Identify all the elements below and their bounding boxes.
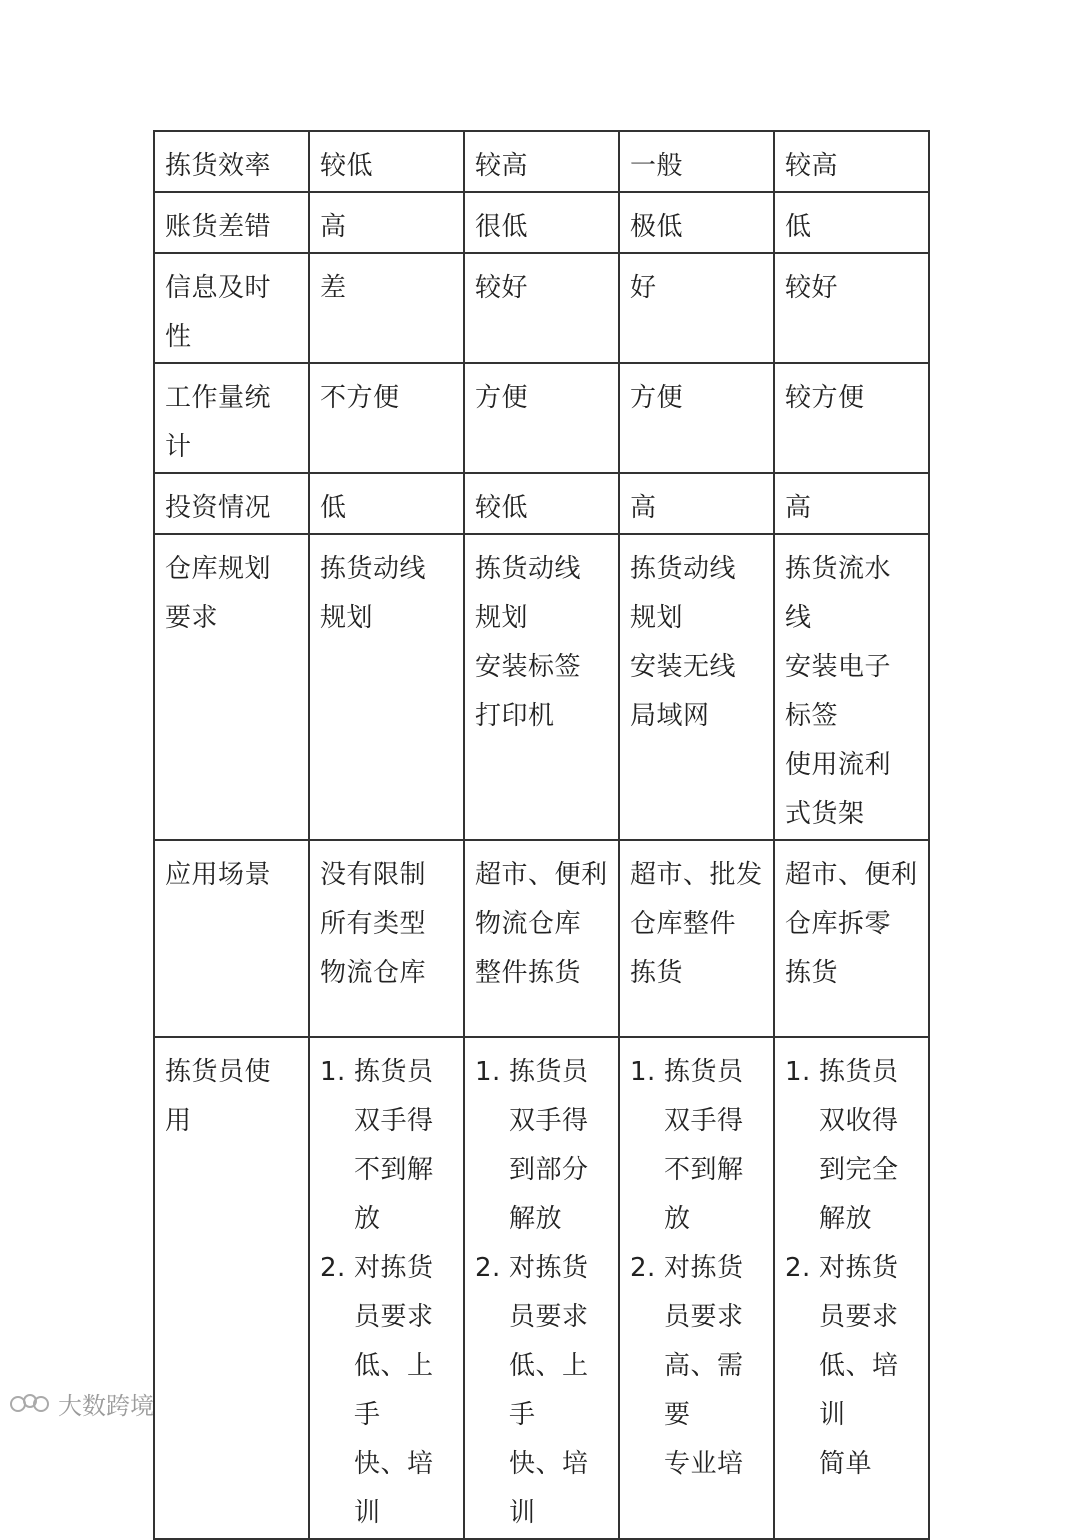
cell-text: 拣货员	[354, 1057, 434, 1087]
cell-text: 到部分	[509, 1155, 589, 1185]
list-number: 2.	[630, 1253, 656, 1283]
row-label	[154, 192, 309, 253]
table-row	[154, 131, 929, 192]
cell-text: 不到解	[664, 1155, 744, 1185]
cell-text: 仓库规划	[165, 554, 272, 584]
table-row	[154, 192, 929, 253]
cell-text: 较好	[475, 273, 529, 303]
row-label	[154, 840, 309, 1037]
cell-text: 没有限制	[320, 860, 427, 890]
table-cell	[774, 131, 929, 192]
cell-text: 双收得	[819, 1106, 899, 1136]
cell-text: 仓库拆零	[785, 909, 892, 939]
cell-text: 较低	[475, 493, 529, 523]
list-number: 2.	[785, 1253, 811, 1283]
table-cell	[774, 253, 929, 363]
cell-text: 双手得	[664, 1106, 744, 1136]
cell-text: 较低	[320, 151, 374, 181]
cell-text: 超市、批发	[630, 860, 763, 890]
table-row	[154, 840, 929, 1037]
table-cell	[619, 192, 774, 253]
cell-text: 使用流利	[785, 750, 892, 780]
cell-text: 放	[354, 1204, 381, 1234]
table-cell	[619, 363, 774, 473]
table-cell	[464, 131, 619, 192]
watermark-text: 大数跨境	[58, 1392, 154, 1420]
table-cell	[774, 840, 929, 1037]
list-number: 2.	[320, 1253, 346, 1283]
list-number: 1.	[630, 1057, 656, 1087]
cell-text: 拣货动线	[475, 554, 582, 584]
table-cell	[774, 1037, 929, 1539]
cell-text: 线	[785, 603, 812, 633]
list-item	[320, 1048, 455, 1244]
cell-text: 性	[165, 322, 192, 352]
table-cell	[464, 473, 619, 534]
table-row	[154, 253, 929, 363]
cell-text: 到完全	[819, 1155, 899, 1185]
cell-text: 低	[320, 493, 347, 523]
comparison-table	[153, 130, 930, 1540]
cell-text: 物流仓库	[320, 958, 427, 988]
cell-text: 方便	[475, 383, 529, 413]
cell-text: 快、培训	[509, 1449, 589, 1528]
cell-text: 对拣货	[509, 1253, 589, 1283]
cell-text: 用	[165, 1106, 192, 1136]
table-row	[154, 1037, 929, 1539]
cell-text: 整件拣货	[475, 958, 582, 988]
cell-text: 对拣货	[819, 1253, 899, 1283]
cell-text: 应用场景	[165, 860, 272, 890]
cell-text: 拣货员使	[165, 1057, 272, 1087]
cell-text: 低、上手	[509, 1351, 589, 1430]
table-cell	[774, 192, 929, 253]
table-cell	[774, 473, 929, 534]
cell-text: 高、需要	[664, 1351, 744, 1430]
table-cell	[464, 840, 619, 1037]
cell-text: 极低	[630, 212, 684, 242]
watermark	[8, 1386, 154, 1421]
list-number: 2.	[475, 1253, 501, 1283]
cell-text: 低、上手	[354, 1351, 434, 1430]
table-cell	[464, 363, 619, 473]
cell-text: 差	[320, 273, 347, 303]
table-cell	[309, 840, 464, 1037]
cell-text: 快、培训	[354, 1449, 434, 1528]
cell-text: 员要求	[509, 1302, 589, 1332]
table-body	[154, 131, 929, 1539]
cell-text: 所有类型	[320, 909, 427, 939]
cell-text: 简单	[819, 1449, 873, 1479]
table-cell	[309, 1037, 464, 1539]
cell-text: 解放	[509, 1204, 563, 1234]
cell-text: 一般	[630, 151, 684, 181]
list-item	[630, 1244, 765, 1489]
cell-text: 标签	[785, 701, 839, 731]
table-row	[154, 534, 929, 840]
list-item	[475, 1048, 610, 1244]
cell-text: 拣货	[630, 958, 684, 988]
cell-text: 高	[630, 493, 657, 523]
cell-text: 拣货	[785, 958, 839, 988]
cell-text: 拣货效率	[165, 151, 272, 181]
cell-text: 较高	[785, 151, 839, 181]
cell-text: 较方便	[785, 383, 865, 413]
cell-text: 要求	[165, 603, 219, 633]
list-item	[785, 1048, 920, 1244]
list-number: 1.	[785, 1057, 811, 1087]
cell-text: 不到解	[354, 1155, 434, 1185]
cell-text: 工作量统	[165, 383, 272, 413]
cell-text: 投资情况	[165, 493, 272, 523]
cell-text: 式货架	[785, 799, 865, 829]
cell-text: 较高	[475, 151, 529, 181]
row-label	[154, 363, 309, 473]
cell-text: 拣货员	[819, 1057, 899, 1087]
table-cell	[464, 192, 619, 253]
list-number: 1.	[320, 1057, 346, 1087]
list-item	[785, 1244, 920, 1489]
table-row	[154, 473, 929, 534]
cell-text: 超市、便利	[785, 860, 918, 890]
cell-text: 拣货动线	[320, 554, 427, 584]
cell-text: 专业培	[664, 1449, 744, 1479]
cell-text: 规划	[630, 603, 684, 633]
cell-text: 超市、便利	[475, 860, 608, 890]
cell-text: 对拣货	[354, 1253, 434, 1283]
cell-text: 不方便	[320, 383, 400, 413]
cell-text: 低、培训	[819, 1351, 899, 1430]
table-cell	[309, 473, 464, 534]
row-label	[154, 1037, 309, 1539]
list-item	[630, 1048, 765, 1244]
cell-text: 打印机	[475, 701, 555, 731]
cell-text: 好	[630, 273, 657, 303]
brand-logo-icon	[8, 1389, 52, 1419]
cell-text: 解放	[819, 1204, 873, 1234]
cell-text: 规划	[320, 603, 374, 633]
cell-text: 放	[664, 1204, 691, 1234]
table-cell	[619, 253, 774, 363]
cell-text: 很低	[475, 212, 529, 242]
table-cell	[464, 1037, 619, 1539]
cell-text: 账货差错	[165, 212, 272, 242]
table-cell	[774, 534, 929, 840]
cell-text: 拣货动线	[630, 554, 737, 584]
cell-text: 信息及时	[165, 273, 272, 303]
row-label	[154, 253, 309, 363]
cell-text: 低	[785, 212, 812, 242]
cell-text: 较好	[785, 273, 839, 303]
cell-text: 员要求	[354, 1302, 434, 1332]
row-label	[154, 131, 309, 192]
cell-text: 对拣货	[664, 1253, 744, 1283]
table-cell	[619, 534, 774, 840]
list-item	[320, 1244, 455, 1538]
table-cell	[619, 131, 774, 192]
cell-text: 拣货员	[509, 1057, 589, 1087]
cell-text: 高	[785, 493, 812, 523]
cell-text: 安装无线	[630, 652, 737, 682]
table-cell	[774, 363, 929, 473]
row-label	[154, 534, 309, 840]
cell-text: 员要求	[664, 1302, 744, 1332]
table-row	[154, 363, 929, 473]
cell-text: 规划	[475, 603, 529, 633]
row-label	[154, 473, 309, 534]
cell-text: 高	[320, 212, 347, 242]
table-cell	[309, 253, 464, 363]
cell-text: 安装标签	[475, 652, 582, 682]
table-cell	[619, 473, 774, 534]
table-cell	[464, 253, 619, 363]
table-cell	[309, 534, 464, 840]
table-cell	[309, 192, 464, 253]
cell-text: 双手得	[509, 1106, 589, 1136]
table-cell	[619, 1037, 774, 1539]
cell-text: 安装电子	[785, 652, 892, 682]
table-cell	[309, 131, 464, 192]
cell-text: 拣货流水	[785, 554, 892, 584]
list-number: 1.	[475, 1057, 501, 1087]
cell-text: 双手得	[354, 1106, 434, 1136]
cell-text: 员要求	[819, 1302, 899, 1332]
table-cell	[464, 534, 619, 840]
table-cell	[309, 363, 464, 473]
table-cell	[619, 840, 774, 1037]
list-item	[475, 1244, 610, 1538]
cell-text: 物流仓库	[475, 909, 582, 939]
cell-text: 计	[165, 432, 192, 462]
cell-text: 仓库整件	[630, 909, 737, 939]
cell-text: 方便	[630, 383, 684, 413]
cell-text: 局域网	[630, 701, 710, 731]
cell-text: 拣货员	[664, 1057, 744, 1087]
